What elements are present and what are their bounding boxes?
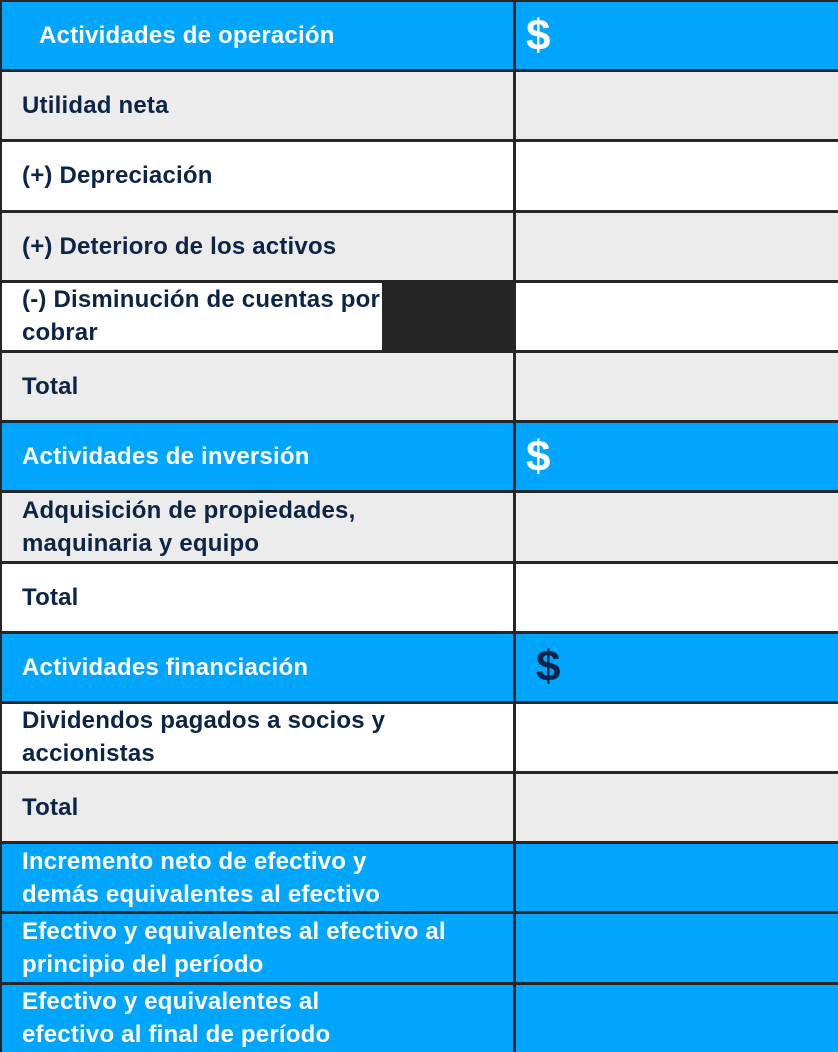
dollar-icon: $	[526, 431, 551, 481]
value-cell-investing-header	[516, 423, 838, 490]
section-header-financing: Actividades financiación	[2, 634, 513, 701]
value-cell-depreciation[interactable]	[516, 142, 838, 209]
value-cell-net-cash-increase[interactable]	[516, 844, 838, 911]
row-label-investing-total: Total	[2, 564, 513, 631]
section-header-operating: Actividades de operación	[2, 2, 513, 69]
dollar-icon: $	[526, 10, 551, 60]
row-label-ppe-acquisition: Adquisición de propiedades, maquinaria y equipo	[2, 493, 513, 560]
dollar-icon: $	[536, 642, 561, 692]
row-label-net-cash-increase: Incremento neto de efectivo y demás equivalentes al efectivo	[2, 844, 513, 911]
value-cell-cash-beginning[interactable]	[516, 914, 838, 981]
value-cell-net-income[interactable]	[516, 72, 838, 139]
row-label-dividends-paid: Dividendos pagados a socios y accionistas	[2, 704, 513, 771]
section-header-investing: Actividades de inversión	[2, 423, 513, 490]
row-label-receivables-decrease: (-) Disminución de cuentas por cobrar	[2, 283, 382, 350]
row-label-net-income: Utilidad neta	[2, 72, 513, 139]
value-cell-operating-header	[516, 2, 838, 69]
row-label-cash-ending: Efectivo y equivalentes al efectivo al final de período	[2, 985, 513, 1052]
row-label-financing-total: Total	[2, 774, 513, 841]
value-cell-financing-header	[516, 634, 838, 701]
row-label-operating-total: Total	[2, 353, 513, 420]
row-label-depreciation: (+) Depreciación	[2, 142, 513, 209]
row-label-asset-impairment: (+) Deterioro de los activos	[2, 213, 513, 280]
value-cell-ppe-acquisition[interactable]	[516, 493, 838, 560]
value-cell-financing-total[interactable]	[516, 774, 838, 841]
value-cell-cash-ending[interactable]	[516, 985, 838, 1052]
value-cell-investing-total[interactable]	[516, 564, 838, 631]
value-cell-asset-impairment[interactable]	[516, 213, 838, 280]
value-cell-receivables-decrease[interactable]	[516, 283, 838, 350]
value-cell-operating-total[interactable]	[516, 353, 838, 420]
value-cell-dividends-paid[interactable]	[516, 704, 838, 771]
row-label-cash-beginning: Efectivo y equivalentes al efectivo al principio del período	[2, 914, 513, 981]
